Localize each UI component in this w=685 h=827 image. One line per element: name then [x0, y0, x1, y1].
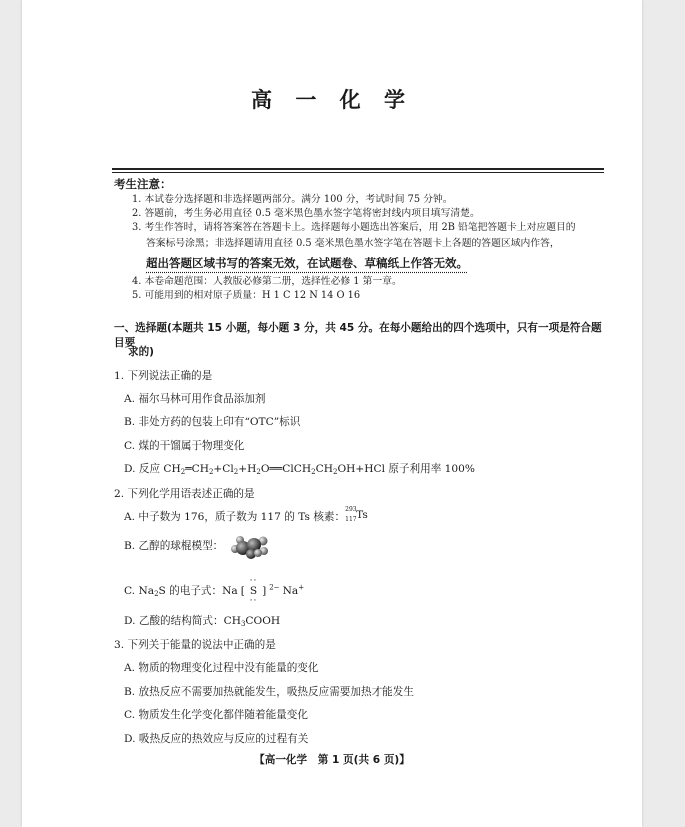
option-d-text: D. 乙酸的结构简式：CH [124, 615, 241, 627]
notice-item-3-cont: 答案标号涂黑；非选择题请用直径 0.5 毫米黑色墨水签字笔在答题卡上各题的答题区域内作答， [146, 238, 560, 249]
question-3-option-a: A. 物质的物理变化过程中没有能量的变化 [124, 662, 319, 674]
option-c-text: C. Na [124, 585, 155, 597]
question-1-stem: 1. 下列说法正确的是 [114, 370, 213, 382]
question-1-option-b: B. 非处方药的包装上印有“OTC”标识 [124, 416, 301, 428]
option-b-text: B. 乙醇的球棍模型： [124, 540, 224, 552]
question-2-option-c: C. $Na_2S$ 的电子式：Na [ ·· S ·· ] $^{2-}$ Na+ [124, 576, 305, 606]
section-heading-cont: 求的) [128, 346, 155, 358]
notice-item-1: 1. 本试卷分选择题和非选择题两部分。满分 100 分，考试时间 75 分钟。 [132, 194, 453, 205]
question-3-stem: 3. 下列关于能量的说法中正确的是 [114, 639, 276, 651]
notice-item-4: 4. 本卷命题范围：人教版必修第二册，选择性必修 1 第一章。 [132, 276, 402, 287]
notice-emphasis: 超出答题区域书写的答案无效，在试题卷、草稿纸上作答无效。 [146, 256, 468, 270]
page-title: 高 一 化 学 [251, 87, 413, 112]
option-c-suffix: S 的电子式：Na [158, 585, 238, 597]
sulfur-symbol: S [249, 585, 258, 597]
question-2-option-a [124, 506, 368, 524]
option-d-suffix: OH+HCl 原子利用率 100% [337, 463, 475, 475]
notice-item-2: 2. 答题前，考生务必用直径 0.5 毫米黑色墨水签字笔将密封线内项目填写清楚。 [132, 208, 480, 219]
question-1-option-a: A. 福尔马林可用作食品添加剂 [124, 393, 266, 405]
mass-number: 293 [345, 506, 357, 513]
option-a-text: A. 中子数为 176，质子数为 117 的 Ts 核素： [124, 511, 346, 523]
question-3-option-b: B. 放热反应不需要加热就能发生，吸热反应需要加热才能发生 [124, 686, 414, 698]
section-heading: 一、选择题(本题共 15 小题，每小题 3 分，共 45 分。在每小题给出的四个选项中，只有一项是符合题目要 [114, 322, 602, 349]
option-d-prefix: D. 反应 CH [124, 463, 181, 475]
element-symbol: Ts [356, 509, 368, 521]
question-2-option-d: D. 乙酸的结构简式：$CH_3COOH$ [124, 615, 281, 628]
question-1-option-c: C. 煤的干馏属于物理变化 [124, 440, 245, 452]
question-3-option-c: C. 物质发生化学变化都伴随着能量变化 [124, 709, 308, 721]
question-2-option-b [124, 532, 271, 560]
notice-item-5: 5. 可能用到的相对原子质量：H 1 C 12 N 14 O 16 [132, 290, 361, 301]
question-3-option-d: D. 吸热反应的热效应与反应的过程有关 [124, 733, 309, 745]
option-d-suffix: COOH [245, 615, 281, 627]
atomic-number: 117 [345, 516, 357, 523]
notice-heading: 考生注意： [114, 177, 172, 191]
electron-dot-sulfur: ·· S ·· [249, 576, 258, 606]
header-rule-thin [112, 172, 604, 173]
question-1-option-d: D. 反应 $CH_2═CH_2+Cl_2+H_2O══ClCH_2CH_2OH+HCl$ 原子利用率 100% [124, 463, 475, 476]
ethanol-ball-stick-model-icon [227, 532, 271, 560]
question-2-stem: 2. 下列化学用语表述正确的是 [114, 488, 255, 500]
page-footer: 【高一化学 第 1 页(共 6 页)】 [254, 754, 410, 766]
header-rule [112, 168, 604, 170]
sodium-symbol: Na [282, 585, 299, 597]
exam-page [22, 0, 642, 827]
notice-item-3: 3. 考生作答时，请将答案答在答题卡上。选择题每小题选出答案后，用 2B 铅笔把答题卡上对应题目的 [132, 222, 576, 233]
nuclide-symbol [345, 506, 368, 523]
